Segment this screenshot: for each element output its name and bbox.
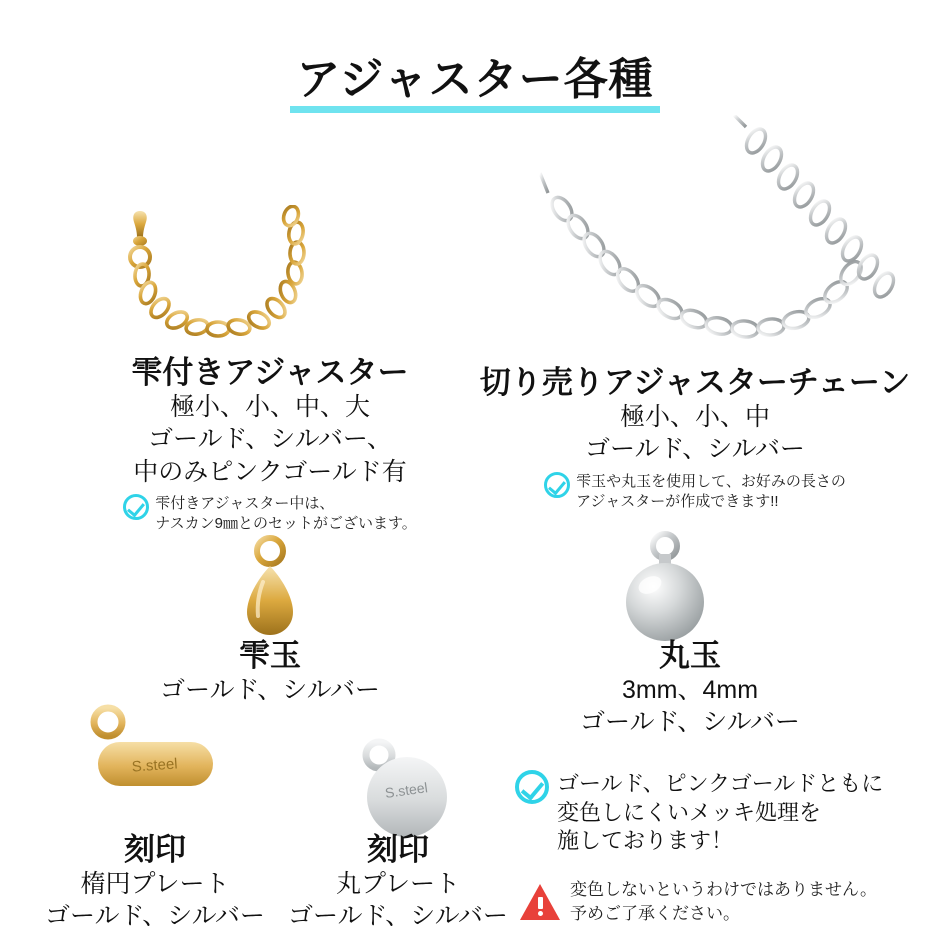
drop-adjuster-caption: [60, 355, 480, 535]
drop-bead-image: [215, 530, 325, 645]
check-circle-icon: [123, 494, 149, 520]
cut-chain-heading: 切り売りアジャスターチェーン: [479, 365, 911, 400]
plating-note-line1: ゴールド、ピンクゴールドともに: [557, 771, 884, 796]
round-bead-heading: 丸玉: [659, 638, 721, 673]
cut-chain-image: [520, 115, 920, 370]
plating-note-line2: 変色しにくいメッキ処理を: [557, 799, 822, 825]
drop-bead-caption: [100, 638, 440, 706]
round-bead-sizes: 3mm、4mm: [621, 675, 759, 704]
round-plate-heading: 刻印: [367, 832, 429, 867]
drop-adjuster-image: [110, 205, 410, 370]
warning-note: [520, 878, 940, 926]
warning-note-line1: 変色しないというわけではありません。: [570, 880, 878, 899]
check-circle-icon: [515, 770, 549, 804]
check-circle-icon: [544, 472, 570, 498]
oval-plate-image: [78, 700, 238, 815]
plating-note-text: [557, 770, 883, 856]
cut-chain-note-line2: アジャスターが作成できます!!: [576, 492, 779, 510]
plating-note-line3: 施しております！: [557, 828, 734, 854]
round-bead-colors: ゴールド、シルバー: [580, 708, 800, 737]
plating-note: [515, 770, 935, 856]
round-bead-caption: [500, 638, 880, 739]
drop-adjuster-note-line2: ナスカン9㎜とのセットがございます。: [155, 515, 417, 533]
oval-plate-heading: 刻印: [124, 832, 186, 867]
drop-adjuster-note-text: [155, 494, 417, 535]
cut-chain-note: [460, 472, 930, 513]
round-plate-name: 丸プレート: [335, 869, 460, 898]
warning-triangle-icon: [520, 884, 560, 920]
drop-bead-colors: ゴールド、シルバー: [160, 675, 380, 704]
round-bead-image: [605, 528, 725, 653]
oval-plate-colors: ゴールド、シルバー: [45, 902, 265, 931]
drop-bead-heading: 雫玉: [239, 638, 301, 673]
page-title-wrapper: [0, 56, 950, 113]
warning-note-line2: 予めご了承ください。: [570, 903, 740, 923]
drop-adjuster-colors-extra: 中のみピンクゴールド有: [133, 457, 407, 486]
round-plate-caption: [268, 832, 528, 933]
cut-chain-note-line1: 雫玉や丸玉を使用して、お好みの長さの: [576, 472, 846, 490]
page-title: アジャスター各種: [290, 56, 659, 113]
drop-adjuster-sizes: 極小、小、中、大: [169, 392, 370, 421]
oval-plate-caption: [20, 832, 290, 933]
drop-adjuster-note: [60, 494, 480, 535]
round-plate-colors: ゴールド、シルバー: [288, 902, 508, 931]
drop-adjuster-note-line1: 雫付きアジャスター中は、: [155, 495, 335, 513]
cut-chain-sizes: 極小、小、中: [619, 402, 770, 431]
cut-chain-caption: [460, 365, 930, 512]
warning-note-text: [570, 878, 877, 926]
drop-adjuster-colors: ゴールド、シルバー、: [148, 425, 392, 454]
svg-text:S.steel: S.steel: [131, 755, 179, 776]
svg-text:S.steel: S.steel: [383, 779, 429, 801]
cut-chain-colors: ゴールド、シルバー: [585, 435, 805, 464]
cut-chain-note-text: [576, 472, 846, 513]
oval-plate-name: 楕円プレート: [80, 869, 230, 898]
drop-adjuster-heading: 雫付きアジャスター: [131, 355, 409, 390]
